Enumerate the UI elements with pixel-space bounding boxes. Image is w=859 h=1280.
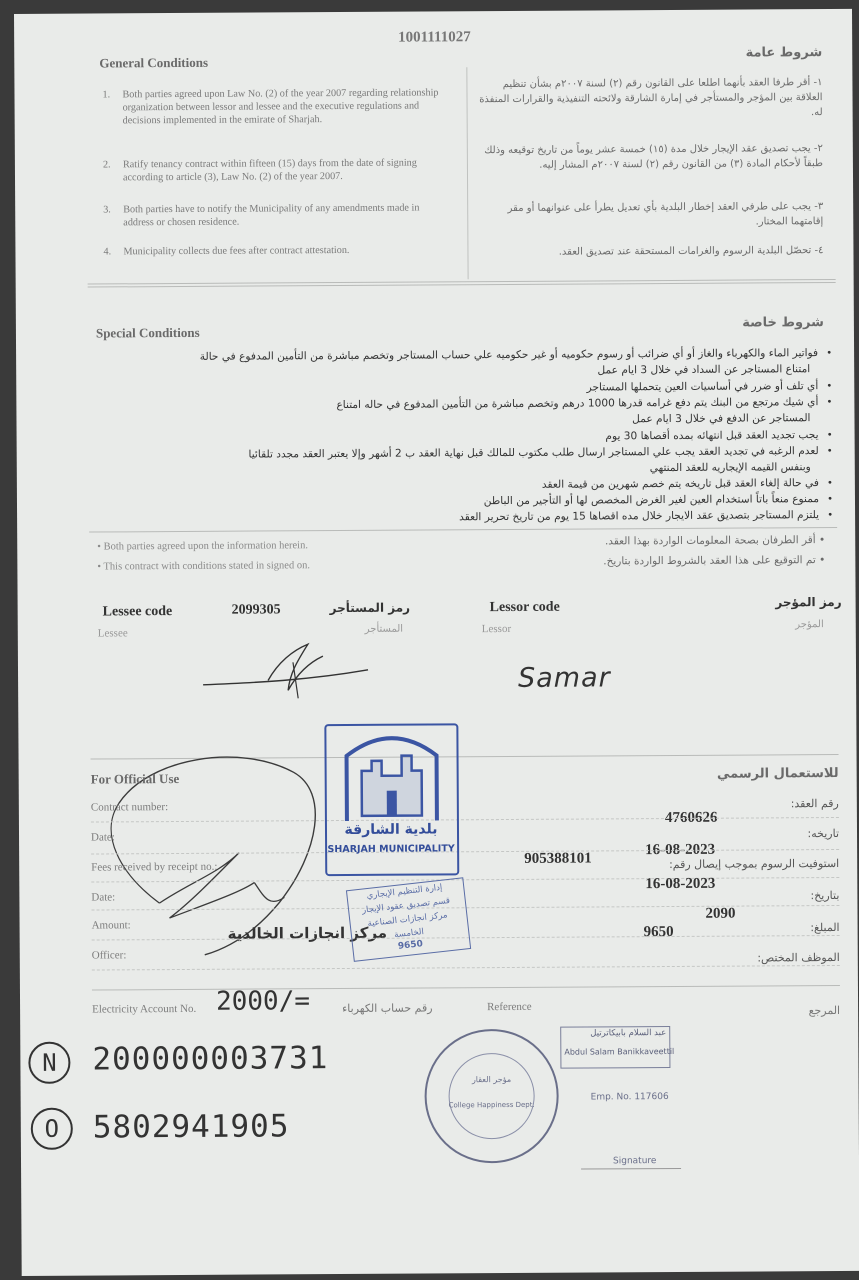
general-item-en-text: Both parties have to notify the Municipality of any amendments made in address or chosen residence. <box>123 202 420 229</box>
lessor-label: Lessor <box>481 622 512 636</box>
stamp-line7: 9650 <box>397 939 424 952</box>
round-stamp-line1: عبد السلام بابيكاترتيل <box>590 1028 667 1039</box>
agree-en-1: • Both parties agreed upon the information herein. <box>97 540 308 553</box>
amount-value-2: 9650 <box>643 923 674 941</box>
date2-label: Date: <box>91 891 116 904</box>
bullet-icon: • <box>827 510 834 522</box>
official-title-en: For Official Use <box>90 771 180 787</box>
lessee-label: Lessee <box>97 627 128 640</box>
fees-label: Fees received by receipt no.: <box>91 860 218 874</box>
handwritten-circle-n: N <box>28 1042 70 1084</box>
center-name: مركز انجازات الخالدية <box>227 923 388 943</box>
electricity-label: Electricity Account No. <box>92 1002 197 1016</box>
round-stamp-line2: Abdul Salam Banikkaveettil <box>564 1046 675 1057</box>
round-stamp-line4: Emp. No. 117606 <box>590 1092 669 1103</box>
special-condition-line: في حالة إلغاء العقد قبل تاريخه يتم خصم شهرين من قيمة العقد <box>541 477 819 491</box>
divider <box>89 527 837 533</box>
agree-en-2: • This contract with conditions stated in signed on. <box>97 560 311 573</box>
lessor-code-label: Lessor code <box>489 599 560 616</box>
receipt-number: 905388101 <box>524 850 592 867</box>
special-condition-line: أي شيك مرتجع من البنك يتم دفع غرامه قدرها 1000 درهم وتخصم مباشرة من التأمين المدفوع في حاله امتناع <box>336 396 819 412</box>
stamp-line2: SHARJAH MUNICIPALITY <box>327 843 455 856</box>
stamp-line3: إدارة التنظيم الإيجاري <box>366 882 443 902</box>
stamp-line5: مركز انجازات الصناعية <box>367 910 449 930</box>
agree-ar-2: • تم التوقيع على هذا العقد بالشروط الواردة بتاريخ. <box>603 554 826 568</box>
special-condition-line: يلتزم المستاجر بتصديق عقد الايجار خلال مده اقصاها 15 يوم من تاريخ تحرير العقد <box>459 509 820 524</box>
handwritten-number-o: 5802941905 <box>92 1108 290 1146</box>
general-item-en-number: 2. <box>102 159 111 171</box>
round-stamp-inner <box>448 1053 535 1140</box>
general-item-ar: ١- أقر طرفا العقد بأنهما اطلعا على القانون رقم (٢) لسنة ٢٠٠٧م بشأن تنظيم العلاقة بين المؤجر والمستأجر في إمارة الشارقة ولائحته التنفيذية والقرارات المنفذة له. <box>479 77 823 119</box>
stamp-line4: قسم تصديق عقود الإيجار <box>361 895 451 916</box>
general-item-en-text: Municipality collects due fees after contract attestation. <box>123 244 350 258</box>
bullet-icon: • <box>827 494 834 506</box>
round-stamp-line5: College Happiness Dept. <box>448 1100 535 1110</box>
special-condition-line: امتناع المستاجر عن السداد في خلال 3 ايام عمل <box>597 363 811 377</box>
general-item-en-number: 1. <box>102 89 111 101</box>
date-label: Date: <box>90 831 115 844</box>
fees-ar: استوفيت الرسوم بموجب إيصال رقم: <box>669 856 840 872</box>
general-title-ar: شروط عامة <box>745 45 823 61</box>
general-item-en-text: Ratify tenancy contract within fifteen (15) days from the date of signing according to article (3), Law No. (2) of the year 2007. <box>122 157 417 184</box>
lessee-ar: المستأجر <box>364 623 404 635</box>
fort-emblem-icon <box>326 725 457 826</box>
round-stamp <box>424 1029 559 1164</box>
amount-ar: المبلغ: <box>810 920 840 935</box>
column-divider <box>466 67 468 279</box>
lessee-code-ar: رمز المستأجر <box>329 600 411 616</box>
lessee-code-label: Lessee code <box>102 604 173 620</box>
general-item-en-number: 3. <box>103 204 111 216</box>
date-ar: تاريخه: <box>807 826 840 841</box>
special-condition-line: أي تلف أو ضرر في أساسيات العين يتحملها المستاجر <box>586 380 819 394</box>
date-value: 16-08-2023 <box>645 841 716 859</box>
officer-ar: الموظف المختص: <box>757 950 840 965</box>
general-item-ar: ٣- يجب على طرفي العقد إخطار البلدية بأي تعديل يطرأ على عنوانهما أو مقر إقامتهما المختار. <box>507 201 824 228</box>
special-title-ar: شروط خاصة <box>742 315 824 331</box>
general-item-en-number: 4. <box>103 246 112 258</box>
lessor-code-ar: رمز المؤجر <box>775 594 842 610</box>
bullet-icon: • <box>826 446 833 458</box>
handwritten-circle-o: O <box>31 1108 73 1150</box>
bullet-icon: • <box>826 381 833 393</box>
special-condition-line: ممنوع منعاً باتاً استخدام العين لغير الغرض المخصص لها أو التأجير من الباطن <box>483 493 820 508</box>
officer-label: Officer: <box>91 949 127 962</box>
general-item-ar: ٤- تحصّل البلدية الرسوم والغرامات المستحقة عند تصديق العقد. <box>558 245 824 258</box>
general-title-en: General Conditions <box>99 54 209 71</box>
special-condition-line: لعدم الرغبه في تجديد العقد يجب علي المستاجر ارسال طلب مكتوب للمالك قبل نهاية العقد ب 2 أشهر وإلا يعتبر العقد مجدد تلقائيا <box>248 445 819 461</box>
amount-label: Amount: <box>91 919 131 932</box>
field-rule <box>92 965 840 971</box>
signature-line <box>581 1168 681 1170</box>
date2-value: 16-08-2023 <box>645 875 716 893</box>
municipality-stamp <box>324 723 459 876</box>
contract-number-ar: رقم العقد: <box>790 796 839 811</box>
divider <box>92 985 840 991</box>
document-number: 1001111027 <box>398 29 471 46</box>
electricity-ar: رقم حساب الكهرباء <box>342 1001 433 1016</box>
bullet-icon: • <box>826 430 833 442</box>
official-title-ar: للاستعمال الرسمي <box>716 765 839 782</box>
contract-number-label: Contract number: <box>90 801 169 814</box>
special-condition-line: يجب تجديد العقد قبل انتهائه بمده أقصاها 30 يوم <box>605 429 819 443</box>
lessor-signature: Samar <box>517 662 611 694</box>
agree-ar-1: • أقر الطرفان بصحة المعلومات الواردة بهذا العقد. <box>604 534 826 548</box>
bullet-icon: • <box>826 397 833 409</box>
contract-page <box>14 9 859 1276</box>
reference-label: Reference <box>487 1000 532 1014</box>
bullet-icon: • <box>826 478 833 490</box>
stamp-line6: الخامسة <box>393 927 425 941</box>
amount-value: 2090 <box>705 905 736 922</box>
reference-ar: المرجع <box>808 1003 841 1018</box>
round-stamp-line6: Signature <box>612 1156 657 1167</box>
lessor-ar: المؤجر <box>795 619 824 631</box>
date2-ar: بتاريخ: <box>810 888 840 903</box>
special-condition-line: وبنفس القيمه الإيجاريه للعقد المنتهي <box>649 461 811 475</box>
handwritten-number-n: 200000003731 <box>92 1040 329 1078</box>
contract-number-value: 4760626 <box>664 809 718 827</box>
general-item-ar: ٢- يجب تصديق عقد الإيجار خلال مدة (١٥) خمسة عشر يوماً من تاريخ توقيعه وذلك طبقاً لأحكام المادة (٣) من القانون رقم (٢) لسنة ٢٠٠٧م المشار إليه. <box>484 143 823 171</box>
name-stamp <box>560 1026 675 1069</box>
electricity-handwritten: 2000/= <box>215 986 311 1017</box>
stamp-line1: بلدية الشارقة <box>344 821 438 838</box>
special-condition-line: فواتير الماء والكهرباء والغاز أو أي ضرائب أو رسوم حكوميه أو غير حكوميه علي حساب المستاجر وتخصم مباشرة من التأمين المدفوع في حالة <box>199 347 819 363</box>
center-stamp <box>346 877 471 962</box>
round-stamp-line3: مؤجر العقار <box>471 1074 512 1085</box>
general-item-en-text: Both parties agreed upon Law No. (2) of the year 2007 regarding relationship organization between lessor and lessee and the executive regulations and decisions implemented in the emirate of Sharjah. <box>122 87 439 127</box>
special-title-en: Special Conditions <box>95 324 200 341</box>
lessee-code-value: 2099305 <box>231 602 281 618</box>
lessee-signature <box>198 632 378 703</box>
bullet-icon: • <box>826 348 833 360</box>
special-condition-line: المستاجر عن الدفع في خلال 3 ايام عمل <box>632 412 811 426</box>
